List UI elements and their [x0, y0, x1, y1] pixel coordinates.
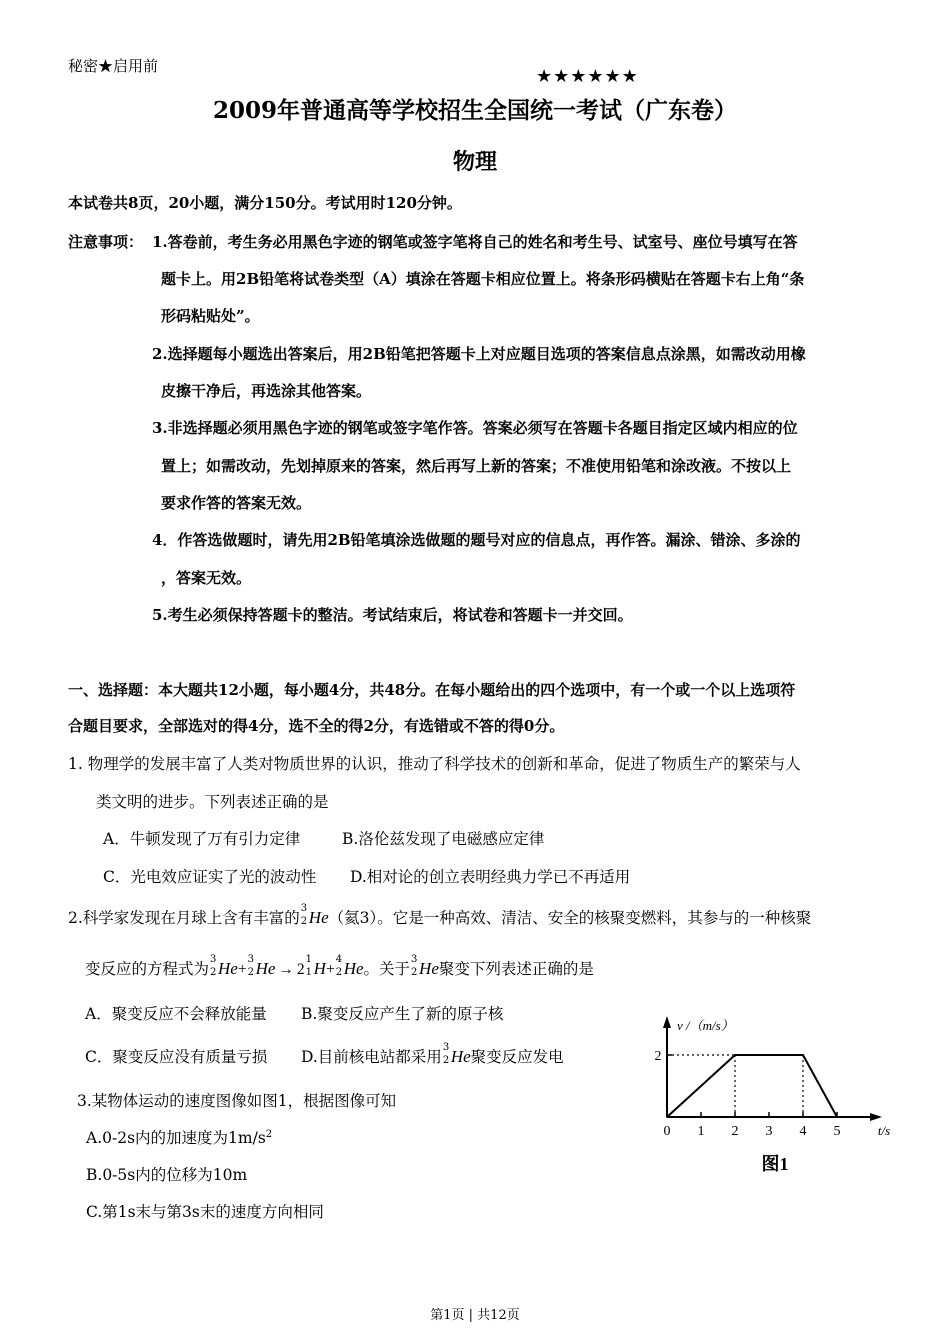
y-tick-label: 2	[654, 1049, 662, 1064]
note-1-line-3: 形码粘贴处”。	[161, 307, 260, 325]
q2-option-a: A．聚变反应不会释放能量	[85, 1005, 267, 1023]
x-tick-label: 1	[697, 1124, 705, 1139]
q2-stem-line-1: 2.科学家发现在月球上含有丰富的 3 2 He（氦3）。它是一种高效、清洁、安全的核聚变燃料，其参与的一种核聚	[68, 903, 812, 927]
q3-option-a: A.0-2s内的加速度为$1m/s^2$	[86, 1128, 273, 1147]
section-heading-line-2: 合题目要求，全部选对的得4分，选不全的得2分，有选错或不答的得0分。	[68, 717, 565, 735]
y-axis-label: v /（m/s）	[677, 1018, 734, 1033]
x-axis-label: t/s	[877, 1123, 891, 1138]
series-point	[666, 1116, 668, 1118]
note-2-line-2: 皮擦干净后，再选涂其他答案。	[161, 382, 372, 400]
note-3-line-1: 3.非选择题必须用黑色字迹的钢笔或签字笔作答。答案必须写在答题卡各题目指定区域内相应的位	[152, 419, 798, 437]
q1-option-a: A．牛顿发现了万有引力定律	[103, 830, 301, 848]
q2-option-d: D.目前核电站都采用 3 2 He聚变反应发电	[301, 1042, 564, 1066]
x-tick-label: 4	[799, 1124, 807, 1139]
x-tick-label: 3	[765, 1124, 773, 1139]
note-3-line-2: 置上；如需改动，先划掉原来的答案，然后再写上新的答案；不准使用铅笔和涂改液。不按以上	[161, 457, 792, 475]
q1-stem-line-1: 1. 物理学的发展丰富了人类对物质世界的认识，推动了科学技术的创新和革命，促进了物质生产的繁荣与人	[68, 755, 801, 773]
page-footer: 第1页 | 共12页	[430, 1308, 520, 1323]
series-point	[734, 1054, 736, 1056]
q2-option-b: B.聚变反应产生了新的原子核	[301, 1005, 504, 1023]
notes-label: 注意事项：	[68, 233, 144, 251]
note-1-line-1: 1.答卷前，考生务必用黑色字迹的钢笔或签字笔将自己的姓名和考生号、试室号、座位号填写在答	[152, 233, 798, 251]
rating-stars: ★★★★★★	[536, 66, 639, 87]
note-4-line-2: ，答案无效。	[161, 569, 252, 587]
q2-option-c: C．聚变反应没有质量亏损	[85, 1048, 268, 1066]
q3-stem: 3.某物体运动的速度图像如图1，根据图像可知	[77, 1092, 397, 1110]
q1-option-b: B.洛伦兹发现了电磁感应定律	[342, 830, 545, 848]
note-5-line-1: 5.考生必须保持答题卡的整洁。考试结束后，将试卷和答题卡一并交回。	[152, 606, 633, 624]
q1-option-c: C．光电效应证实了光的波动性	[103, 868, 317, 886]
q3-option-c: C.第1s末与第3s末的速度方向相同	[86, 1203, 324, 1221]
figure-caption: 图1	[761, 1154, 789, 1174]
x-tick-label: 2	[731, 1124, 739, 1139]
series-line	[667, 1055, 837, 1117]
x-axis-arrow	[870, 1113, 882, 1121]
exam-summary: 本试卷共8页，20小题，满分150分。考试用时120分钟。	[68, 194, 462, 212]
note-2-line-1: 2.选择题每小题选出答案后，用2B铅笔把答题卡上对应题目选项的答案信息点涂黑，如需改动用橡	[152, 345, 806, 363]
note-4-line-1: 4．作答选做题时，请先用2B铅笔填涂选做题的题号对应的信息点，再作答。漏涂、错涂、多涂的	[152, 531, 801, 549]
x-tick-label: 0	[663, 1124, 671, 1139]
q1-option-d: D.相对论的创立表明经典力学已不再适用	[350, 868, 631, 886]
velocity-time-chart	[640, 1010, 910, 1185]
secret-label: 秘密★启用前	[68, 57, 159, 75]
x-tick-label: 5	[833, 1124, 841, 1139]
q2-stem-line-2: 变反应的方程式为 3 2 He+ 3 2 He → 2 1 1 H+ 4 2 He。关于 3 2 He聚变下列表述正确的是	[85, 954, 594, 978]
series-point	[802, 1054, 804, 1056]
series-point	[836, 1116, 838, 1118]
exam-title: 2009年普通高等学校招生全国统一考试（广东卷）	[212, 97, 737, 124]
y-axis-arrow	[663, 1016, 671, 1028]
q1-stem-line-2: 类文明的进步。下列表述正确的是	[96, 793, 329, 811]
q3-option-b: B.0-5s内的位移为10m	[86, 1166, 248, 1184]
subject-title: 物理	[452, 149, 497, 175]
note-1-line-2: 题卡上。用2B铅笔将试卷类型（A）填涂在答题卡相应位置上。将条形码横贴在答题卡右上角“条	[161, 270, 805, 288]
note-3-line-3: 要求作答的答案无效。	[161, 494, 312, 512]
section-heading-line-1: 一、选择题：本大题共12小题，每小题4分，共48分。在每小题给出的四个选项中，有一个或一个以上选项符	[68, 681, 796, 699]
